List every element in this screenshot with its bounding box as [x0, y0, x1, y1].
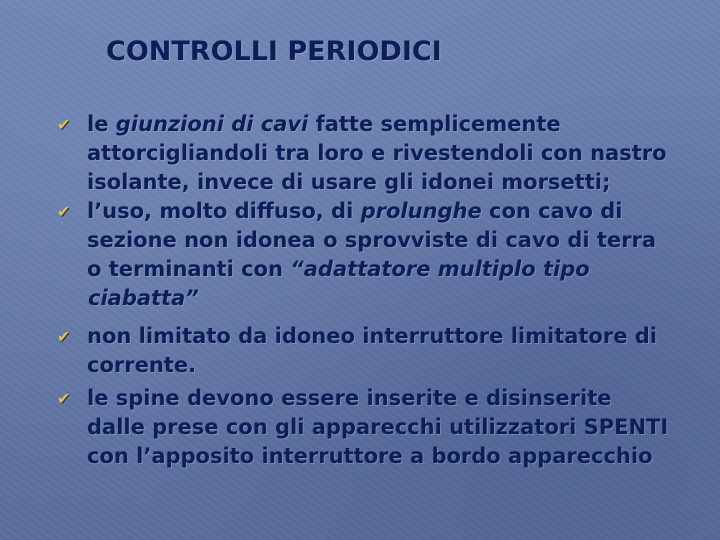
- text-run: o terminanti con: [87, 257, 291, 281]
- bullet-line: corrente.: [87, 353, 197, 377]
- slide-title: CONTROLLI PERIODICI: [106, 36, 442, 67]
- italic-term: “adattatore multiplo tipo: [290, 257, 590, 281]
- italic-term: giunzioni di cavi: [115, 112, 309, 136]
- bullet-text: [87, 322, 697, 380]
- bullet-line: non limitato da idoneo interruttore limitatore di: [87, 324, 658, 348]
- bullet-line: [87, 255, 697, 284]
- checkmark-icon: ✔: [57, 115, 71, 134]
- checkmark-icon: ✔: [57, 327, 71, 346]
- italic-term: ciabatta”: [88, 286, 199, 310]
- bullet-text: [87, 384, 697, 471]
- bullet-line: con l’apposito interruttore a bordo apparecchio: [87, 444, 653, 468]
- checkmark-icon: ✔: [57, 202, 71, 221]
- bullet-line: [88, 284, 697, 313]
- bullet-line: [87, 110, 697, 139]
- bullet-line: [87, 197, 697, 226]
- text-run: fatte semplicemente: [308, 112, 561, 136]
- bullet-text: [87, 110, 697, 197]
- bullet-line: isolante, invece di usare gli idonei morsetti;: [87, 170, 611, 194]
- text-run: con cavo di: [481, 199, 623, 223]
- italic-term: prolunghe: [360, 199, 482, 223]
- text-run: le: [87, 112, 116, 136]
- checkmark-icon: ✔: [57, 389, 71, 408]
- bullet-line: attorcigliandoli tra loro e rivestendoli con nastro: [87, 141, 667, 165]
- bullet-line: le spine devono essere inserite e disinserite: [87, 386, 612, 410]
- text-run: l’uso, molto diffuso, di: [87, 199, 361, 223]
- bullet-line: sezione non idonea o sprovviste di cavo di terra: [87, 228, 657, 252]
- bullet-line: dalle prese con gli apparecchi utilizzatori SPENTI: [87, 415, 669, 439]
- bullet-text: [87, 197, 697, 313]
